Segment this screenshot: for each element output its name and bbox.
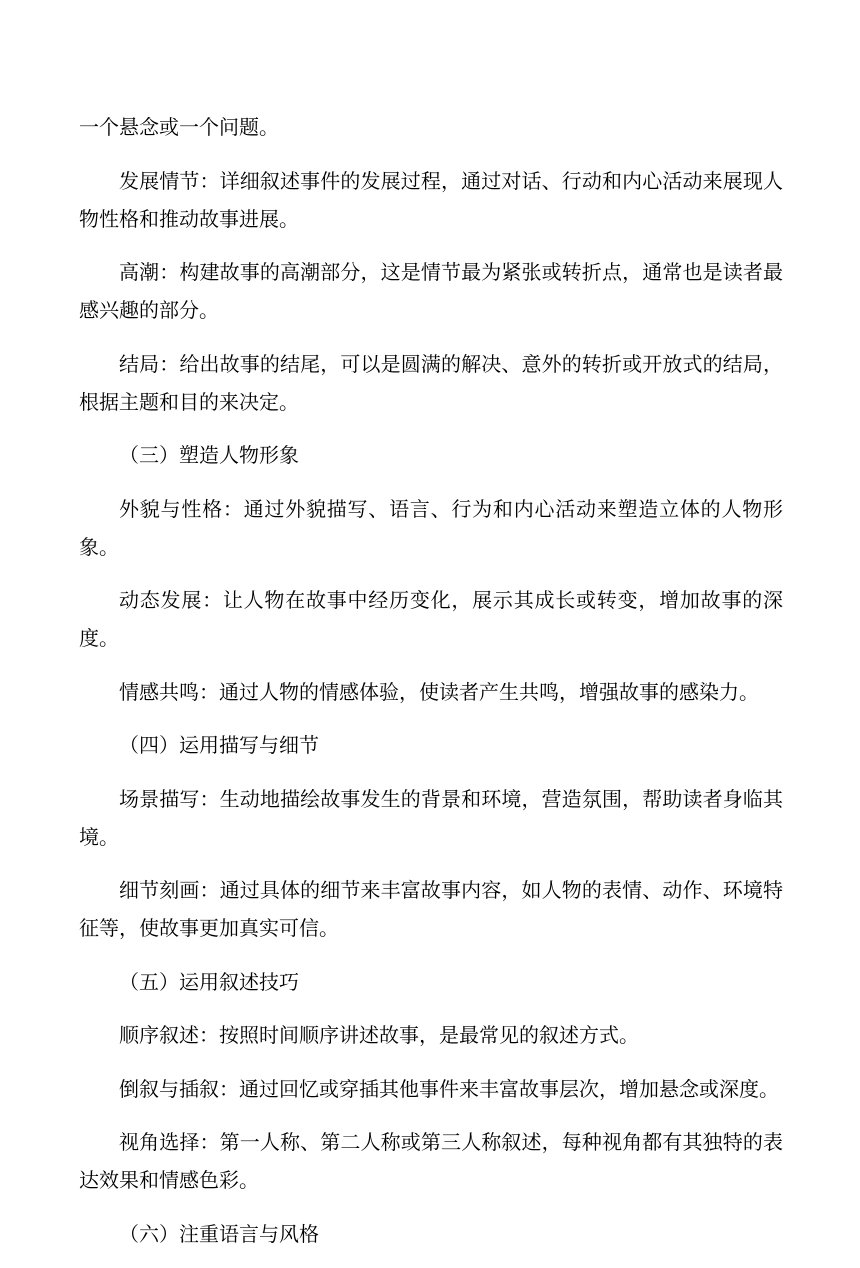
section-heading-4: （四）运用描写与细节 — [119, 733, 319, 757]
paragraph-appearance: 外貌与性格：通过外貌描写、语言、行为和内心活动来塑造立体的人物形象。 — [79, 496, 783, 559]
paragraph-continuation: 一个悬念或一个问题。 — [79, 115, 279, 139]
paragraph-scene: 场景描写：生动地描绘故事发生的背景和环境，营造氛围，帮助读者身临其境。 — [79, 786, 783, 849]
paragraph-sequential: 顺序叙述：按照时间顺序讲述故事，是最常见的叙述方式。 — [119, 1023, 639, 1047]
document-body — [79, 108, 783, 1268]
section-heading-6: （六）注重语言与风格 — [119, 1221, 319, 1246]
paragraph-empathy: 情感共鸣：通过人物的情感体验，使读者产生共鸣，增强故事的感染力。 — [119, 679, 759, 704]
section-heading-5: （五）运用叙述技巧 — [119, 969, 299, 994]
paragraph-detail: 细节刻画：通过具体的细节来丰富故事内容，如人物的表情、动作、环境特征等，使故事更加真实可信。 — [79, 878, 783, 940]
paragraph-climax: 高潮：构建故事的高潮部分，这是情节最为紧张或转折点，通常也是读者最感兴趣的部分。 — [79, 260, 783, 322]
paragraph-flashback: 倒叙与插叙：通过回忆或穿插其他事件来丰富故事层次，增加悬念或深度。 — [119, 1076, 779, 1101]
paragraph-ending: 结局：给出故事的结尾，可以是圆满的解决、意外的转折或开放式的结局，根据主题和目的来决定。 — [79, 351, 783, 414]
paragraph-perspective: 视角选择：第一人称、第二人称或第三人称叙述，每种视角都有其独特的表达效果和情感色彩。 — [79, 1130, 783, 1192]
section-heading-3: （三）塑造人物形象 — [119, 443, 299, 467]
paragraph-dynamic: 动态发展：让人物在故事中经历变化，展示其成长或转变，增加故事的深度。 — [79, 588, 783, 650]
paragraph-develop-plot: 发展情节：详细叙述事件的发展过程，通过对话、行动和内心活动来展现人物性格和推动故事进展。 — [79, 168, 783, 231]
